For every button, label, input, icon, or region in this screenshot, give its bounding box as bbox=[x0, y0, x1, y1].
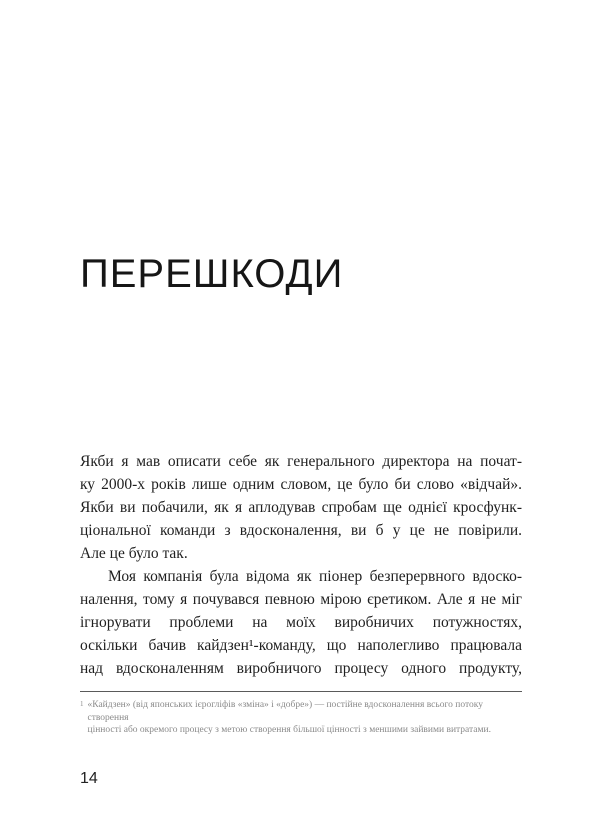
text-line: оскільки бачив кайдзен¹-команду, що наполегливо працювала bbox=[80, 637, 522, 654]
footnote-divider bbox=[80, 691, 522, 692]
text-line: ігнорувати проблеми на моїх виробничих потужностях, bbox=[80, 614, 522, 631]
paragraph bbox=[80, 565, 522, 680]
text-line: цінності або окремого процесу з метою створення більшої цінності з меншими зайвими витратами. bbox=[87, 725, 491, 735]
page-number: 14 bbox=[80, 770, 98, 787]
footnote bbox=[80, 699, 522, 737]
text-line: налення, тому я почувався певною мірою єретиком. Але я не міг bbox=[80, 591, 522, 608]
body-text bbox=[80, 450, 522, 680]
text-line: ціональної команди з вдосконалення, ви б у це не повірили. bbox=[80, 522, 522, 539]
text-line: Якби я мав описати себе як генерального директора на почат- bbox=[80, 453, 522, 470]
footnote-text bbox=[88, 699, 523, 737]
text-line: ку 2000-х років лише одним словом, це було би слово «відчай». bbox=[80, 476, 522, 493]
text-line: Якби ви побачили, як я аплодував спробам ще однієї кросфунк- bbox=[80, 499, 522, 516]
text-line: «Кайдзен» (від японських ієрогліфів «зміна» і «добре») — постійне вдосконалення всього потоку створення bbox=[87, 700, 483, 723]
chapter-title: ПЕРЕШКОДИ bbox=[80, 252, 344, 296]
text-line: Моя компанія була відома як піонер безперервного вдоско- bbox=[108, 568, 522, 585]
text-line: над вдосконаленням виробничого процесу одного продукту, bbox=[80, 660, 522, 677]
text-line: Але це було так. bbox=[80, 545, 188, 562]
footnote-marker: 1 bbox=[80, 700, 84, 708]
paragraph bbox=[80, 450, 522, 565]
